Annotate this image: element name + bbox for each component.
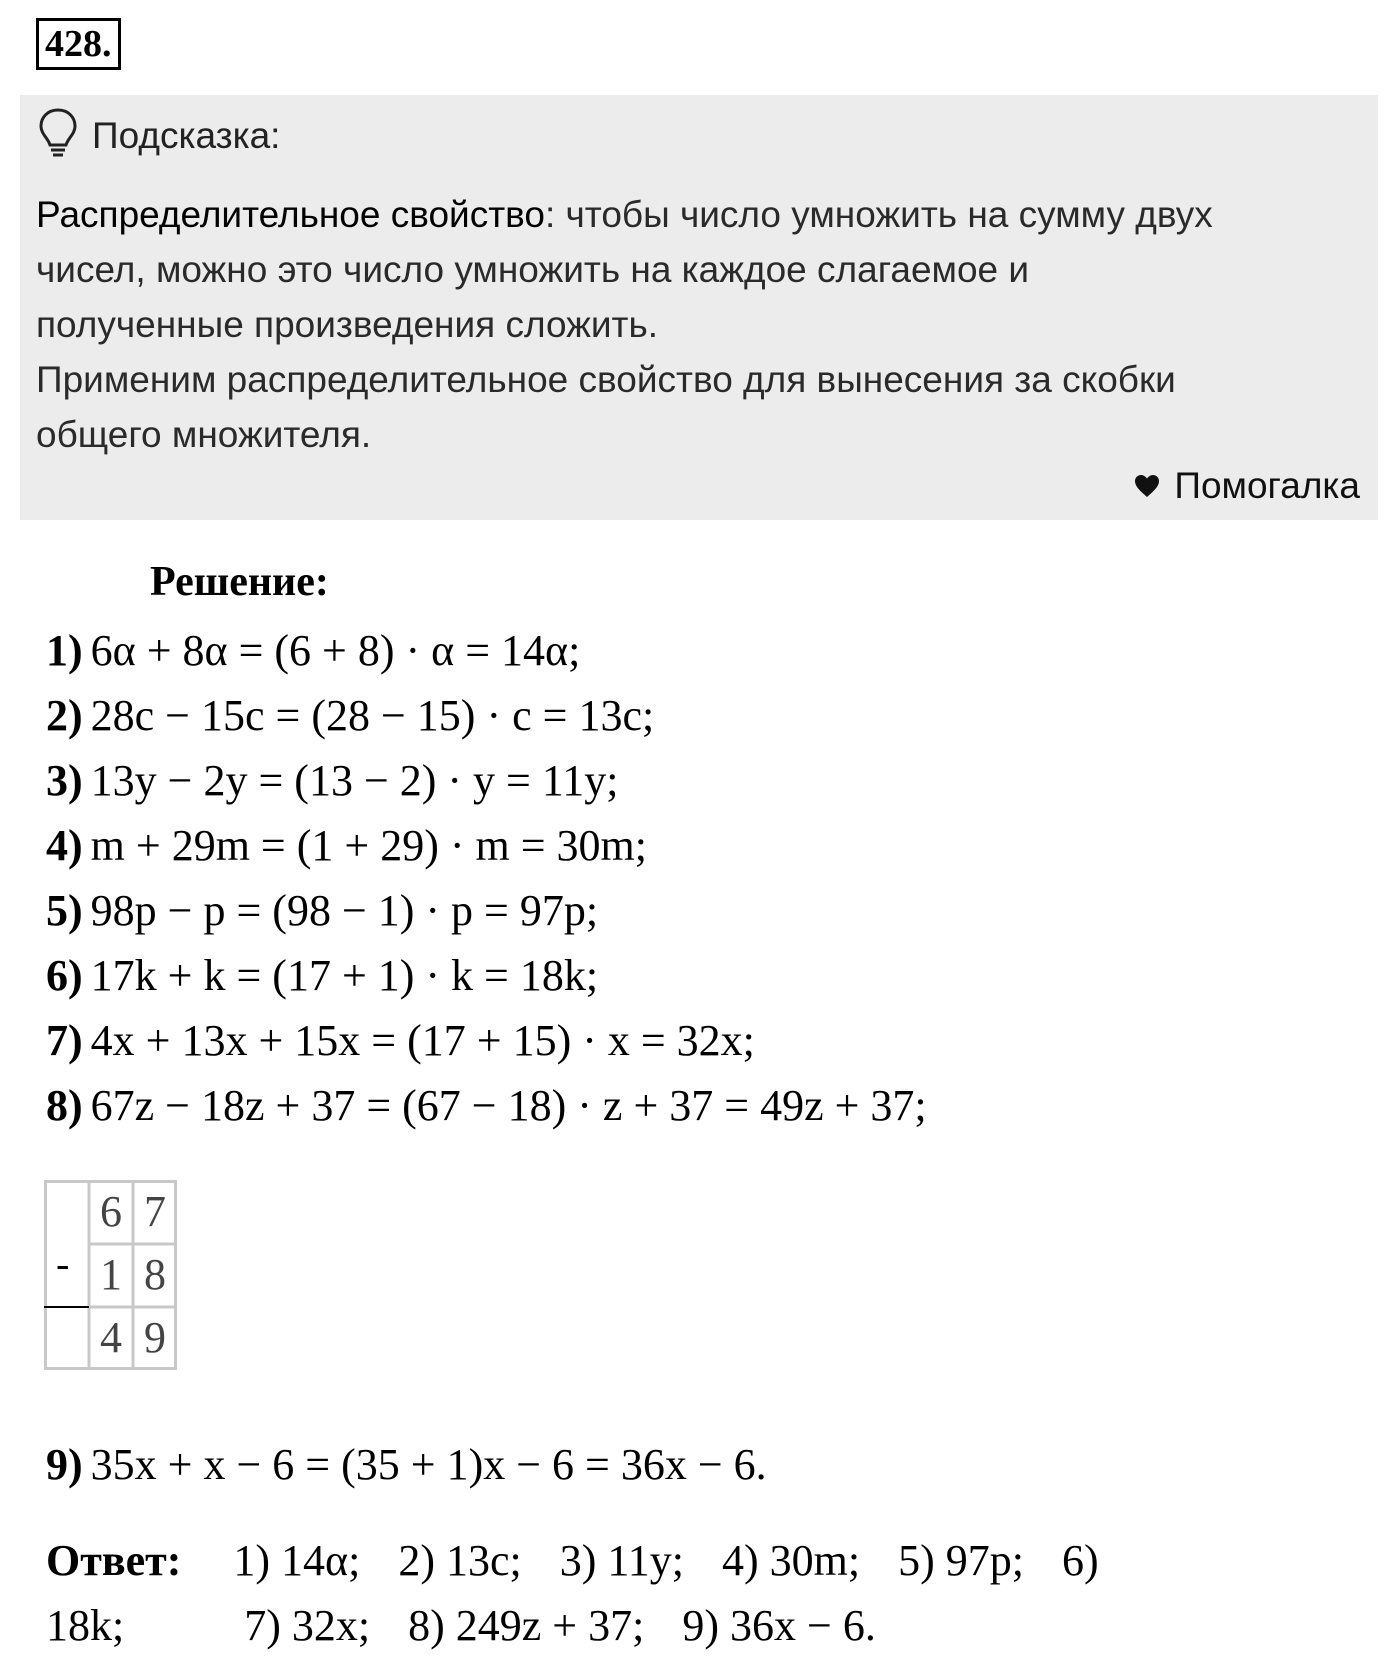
hint-text-line3: полученные произведения сложить. — [36, 304, 659, 345]
hint-title: Подсказка: — [92, 114, 281, 156]
task-number: 428. — [36, 18, 121, 70]
digit-cell: 1 — [100, 1250, 122, 1299]
step-number: 5) — [46, 886, 83, 935]
hint-text-line1: : чтобы число умножить на сумму двух — [544, 194, 1213, 235]
answer-item: 5) 97p; — [898, 1536, 1024, 1585]
answer-item: 4) 30m; — [722, 1536, 861, 1585]
step-expression: 35x + x − 6 = (35 + 1)x − 6 = 36x − 6. — [90, 1440, 767, 1489]
answer-item: 2) 13c; — [398, 1536, 522, 1585]
solution-steps — [46, 618, 927, 1138]
step-expression: 4x + 13x + 15x = (17 + 15) · x = 32x; — [90, 1016, 755, 1065]
answer-item: 8) 249z + 37; — [408, 1601, 645, 1650]
answer-item: 18k; — [46, 1601, 125, 1650]
step-number: 7) — [46, 1016, 83, 1065]
digit-cell: 4 — [100, 1313, 122, 1362]
brand — [1134, 465, 1360, 507]
answer-item: 3) 11y; — [559, 1536, 684, 1585]
column-subtraction — [44, 1180, 177, 1370]
hint-term: Распределительное свойство — [36, 194, 545, 235]
hint-text-line4: Применим распределительное свойство для вынесения за скобки — [36, 359, 1176, 400]
solution-step — [46, 748, 927, 813]
digit-cell: 7 — [144, 1187, 166, 1236]
hint-header — [38, 107, 280, 164]
solution-step — [46, 1008, 927, 1073]
solution-step-9 — [46, 1432, 767, 1497]
heart-icon — [1134, 465, 1174, 507]
solution-step — [46, 813, 927, 878]
hint-box — [20, 95, 1378, 520]
step-expression: 17k + k = (17 + 1) · k = 18k; — [90, 951, 599, 1000]
step-expression: 67z − 18z + 37 = (67 − 18) · z + 37 = 49z + 37; — [90, 1081, 927, 1130]
lightbulb-icon — [38, 107, 78, 164]
answer-item: 6) — [1062, 1536, 1099, 1585]
answer-item: 7) 32x; — [244, 1601, 371, 1650]
hint-text-line2: чисел, можно это число умножить на каждое слагаемое и — [36, 249, 1030, 290]
minus-sign: - — [56, 1241, 70, 1286]
solution-title: Решение: — [150, 559, 329, 605]
step-expression: 6α + 8α = (6 + 8) · α = 14α; — [90, 626, 581, 675]
answer-item: 9) 36x − 6. — [682, 1601, 876, 1650]
solution-step — [46, 943, 927, 1008]
step-number: 2) — [46, 691, 83, 740]
step-expression: 98p − p = (98 − 1) · p = 97p; — [90, 886, 599, 935]
solution-step — [46, 878, 927, 943]
step-number: 4) — [46, 821, 83, 870]
solution-step — [46, 618, 927, 683]
step-number: 3) — [46, 756, 83, 805]
digit-cell: 8 — [144, 1250, 166, 1299]
answer — [46, 1528, 1346, 1658]
hint-text — [36, 187, 1366, 462]
answer-label: Ответ: — [46, 1536, 182, 1585]
step-expression: 28c − 15c = (28 − 15) · c = 13c; — [90, 691, 655, 740]
step-number: 6) — [46, 951, 83, 1000]
step-number: 9) — [46, 1440, 83, 1489]
step-number: 8) — [46, 1081, 83, 1130]
step-number: 1) — [46, 626, 83, 675]
solution-step — [46, 1073, 927, 1138]
digit-cell: 9 — [144, 1313, 166, 1362]
step-expression: 13y − 2y = (13 − 2) · y = 11y; — [90, 756, 619, 805]
hint-text-line5: общего множителя. — [36, 414, 372, 455]
solution-step — [46, 683, 927, 748]
digit-cell: 6 — [100, 1187, 122, 1236]
answer-item: 1) 14α; — [233, 1536, 361, 1585]
step-expression: m + 29m = (1 + 29) · m = 30m; — [90, 821, 647, 870]
brand-label: Помогалка — [1174, 465, 1360, 506]
